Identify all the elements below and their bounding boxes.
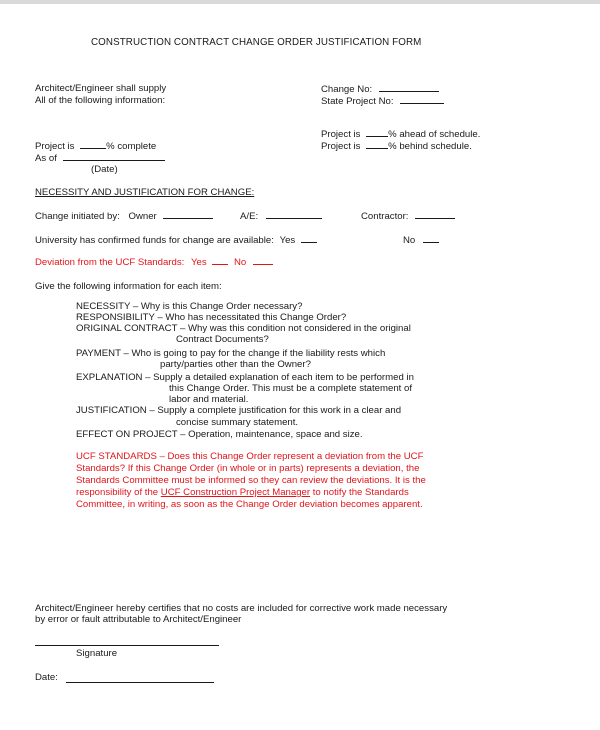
deviation-no-field[interactable] bbox=[253, 256, 273, 265]
give-following: Give the following information for each item: bbox=[35, 281, 222, 292]
date-line[interactable] bbox=[66, 682, 214, 683]
funds-no-label: No bbox=[403, 235, 416, 246]
ucf-line-4-pre: responsibility of the bbox=[76, 487, 159, 498]
intro-line-1: Architect/Engineer shall supply bbox=[35, 83, 167, 94]
item-necessity: NECESSITY – Why is this Change Order necessary? bbox=[76, 301, 303, 312]
funds-no-field[interactable] bbox=[423, 234, 439, 243]
contractor-label: Contractor: bbox=[361, 211, 409, 222]
item-payment-cont: party/parties other than the Owner? bbox=[160, 359, 311, 370]
ahead-prefix: Project is bbox=[321, 129, 361, 140]
section-heading: NECESSITY AND JUSTIFICATION FOR CHANGE: bbox=[35, 187, 255, 198]
funds-no-row bbox=[403, 234, 439, 247]
item-explanation: EXPLANATION – Supply a detailed explanation of each item to be performed in bbox=[76, 372, 414, 383]
item-justification: JUSTIFICATION – Supply a complete justification for this work in a clear and bbox=[76, 405, 402, 416]
ucf-line-5: Committee, in writing, as soon as the Change Order deviation becomes apparent. bbox=[76, 499, 423, 510]
date-label: Date: bbox=[35, 672, 58, 683]
funds-text: University has confirmed funds for change are available: bbox=[35, 235, 274, 246]
deviation-text: Deviation from the UCF Standards: bbox=[35, 257, 185, 268]
change-no-label: Change No: bbox=[321, 84, 373, 95]
behind-row bbox=[321, 140, 472, 153]
deviation-yes-label: Yes bbox=[190, 257, 207, 268]
state-project-no-row bbox=[321, 95, 444, 108]
initiated-label: Change initiated by: bbox=[35, 211, 120, 222]
item-justification-cont: concise summary statement. bbox=[176, 417, 299, 428]
owner-label: Owner bbox=[128, 211, 157, 222]
ucf-line-3: Standards Committee must be informed so they can review the deviations. It is the bbox=[76, 475, 426, 486]
ucf-line-1: UCF STANDARDS – Does this Change Order represent a deviation from the UCF bbox=[76, 451, 424, 462]
certify-line-2: by error or fault attributable to Architect/Engineer bbox=[35, 614, 242, 625]
behind-suffix: % behind schedule. bbox=[388, 141, 472, 152]
funds-yes-label: Yes bbox=[279, 235, 296, 246]
item-payment: PAYMENT – Who is going to pay for the change if the liability rests which bbox=[76, 348, 386, 359]
ucf-project-manager-link[interactable]: UCF Construction Project Manager bbox=[160, 487, 311, 498]
state-project-no-field[interactable] bbox=[400, 95, 444, 104]
signature-label: Signature bbox=[76, 648, 118, 659]
behind-field[interactable] bbox=[366, 140, 388, 149]
project-is-label: Project is bbox=[35, 141, 75, 152]
as-of-row bbox=[35, 152, 165, 165]
item-explanation-cont-2: labor and material. bbox=[169, 394, 249, 405]
state-project-no-label: State Project No: bbox=[321, 96, 394, 107]
change-no-row bbox=[321, 83, 439, 96]
owner-field[interactable] bbox=[163, 210, 213, 219]
signature-line[interactable] bbox=[35, 645, 219, 646]
funds-row bbox=[35, 234, 317, 247]
ae-field[interactable] bbox=[266, 210, 322, 219]
item-responsibility: RESPONSIBILITY – Who has necessitated this Change Order? bbox=[76, 312, 347, 323]
item-explanation-cont-1: this Change Order. This must be a complete statement of bbox=[169, 383, 412, 394]
ucf-line-2: Standards? If this Change Order (in whole or in parts) represents a deviation, the bbox=[76, 463, 420, 474]
deviation-yes-field[interactable] bbox=[212, 256, 228, 265]
initiated-by-row bbox=[35, 210, 213, 223]
project-complete-row bbox=[35, 140, 156, 153]
ae-row bbox=[240, 210, 322, 223]
behind-prefix: Project is bbox=[321, 141, 361, 152]
pct-complete-field[interactable] bbox=[80, 140, 106, 149]
ucf-line-4 bbox=[76, 487, 409, 499]
item-original-contract-cont: Contract Documents? bbox=[176, 334, 269, 345]
deviation-no-label: No bbox=[233, 257, 247, 268]
item-original-contract: ORIGINAL CONTRACT – Why was this condition not considered in the original bbox=[76, 323, 411, 334]
form-title: CONSTRUCTION CONTRACT CHANGE ORDER JUSTIFICATION FORM bbox=[91, 37, 422, 48]
ucf-line-4-post: to notify the Standards bbox=[312, 487, 409, 498]
pct-complete-label: % complete bbox=[106, 141, 157, 152]
deviation-row bbox=[35, 256, 273, 269]
contractor-row bbox=[361, 210, 455, 223]
contractor-field[interactable] bbox=[415, 210, 455, 219]
funds-yes-field[interactable] bbox=[301, 234, 317, 243]
intro-line-2: All of the following information: bbox=[35, 95, 166, 106]
ae-label: A/E: bbox=[240, 211, 259, 222]
change-no-field[interactable] bbox=[379, 83, 439, 92]
as-of-field[interactable] bbox=[63, 152, 165, 161]
date-caption: (Date) bbox=[91, 164, 118, 175]
item-effect: EFFECT ON PROJECT – Operation, maintenance, space and size. bbox=[76, 429, 363, 440]
ahead-suffix: % ahead of schedule. bbox=[388, 129, 481, 140]
ahead-field[interactable] bbox=[366, 128, 388, 137]
certify-line-1: Architect/Engineer hereby certifies that no costs are included for corrective work made necessary bbox=[35, 603, 448, 614]
ahead-row bbox=[321, 128, 480, 141]
as-of-label: As of bbox=[35, 153, 57, 164]
